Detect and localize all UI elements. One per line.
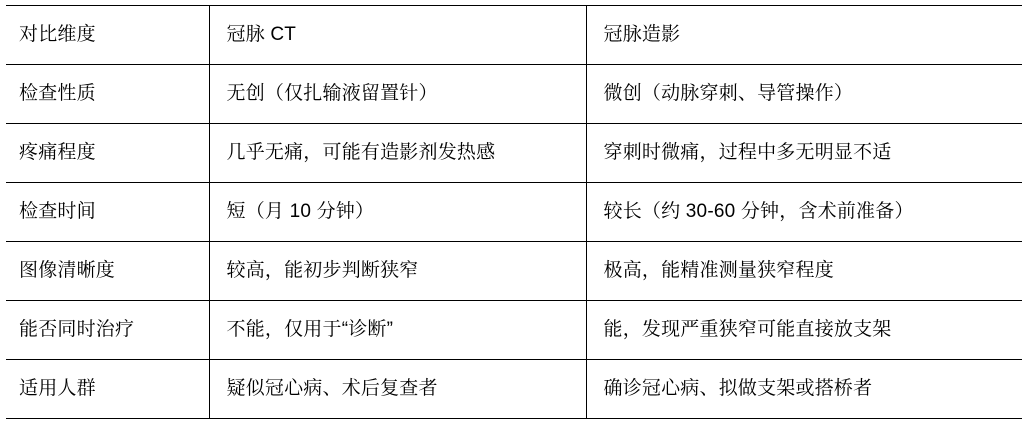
table-header-ct: 冠脉 CT bbox=[209, 6, 586, 65]
table-row bbox=[6, 360, 1022, 419]
row-dimension: 能否同时治疗 bbox=[6, 301, 209, 360]
document-page bbox=[0, 5, 1034, 427]
row-ct-value: 较高，能初步判断狭窄 bbox=[209, 242, 586, 301]
table-row bbox=[6, 242, 1022, 301]
comparison-table bbox=[6, 5, 1022, 419]
row-angio-value: 能，发现严重狭窄可能直接放支架 bbox=[586, 301, 1022, 360]
table-row bbox=[6, 301, 1022, 360]
table-header-dimension: 对比维度 bbox=[6, 6, 209, 65]
row-ct-value: 无创（仅扎输液留置针） bbox=[209, 65, 586, 124]
row-dimension: 检查时间 bbox=[6, 183, 209, 242]
row-angio-value: 极高，能精准测量狭窄程度 bbox=[586, 242, 1022, 301]
row-dimension: 检查性质 bbox=[6, 65, 209, 124]
row-angio-value: 较长（约 30-60 分钟，含术前准备） bbox=[586, 183, 1022, 242]
table-header-row bbox=[6, 6, 1022, 65]
row-ct-value: 几乎无痛，可能有造影剂发热感 bbox=[209, 124, 586, 183]
row-angio-value: 微创（动脉穿刺、导管操作） bbox=[586, 65, 1022, 124]
table-row bbox=[6, 124, 1022, 183]
row-angio-value: 确诊冠心病、拟做支架或搭桥者 bbox=[586, 360, 1022, 419]
row-dimension: 图像清晰度 bbox=[6, 242, 209, 301]
table-row bbox=[6, 183, 1022, 242]
table-row bbox=[6, 65, 1022, 124]
row-angio-value: 穿刺时微痛，过程中多无明显不适 bbox=[586, 124, 1022, 183]
row-ct-value: 不能，仅用于“诊断” bbox=[209, 301, 586, 360]
table-header-angio: 冠脉造影 bbox=[586, 6, 1022, 65]
row-dimension: 适用人群 bbox=[6, 360, 209, 419]
row-ct-value: 疑似冠心病、术后复查者 bbox=[209, 360, 586, 419]
row-ct-value: 短（月 10 分钟） bbox=[209, 183, 586, 242]
row-dimension: 疼痛程度 bbox=[6, 124, 209, 183]
